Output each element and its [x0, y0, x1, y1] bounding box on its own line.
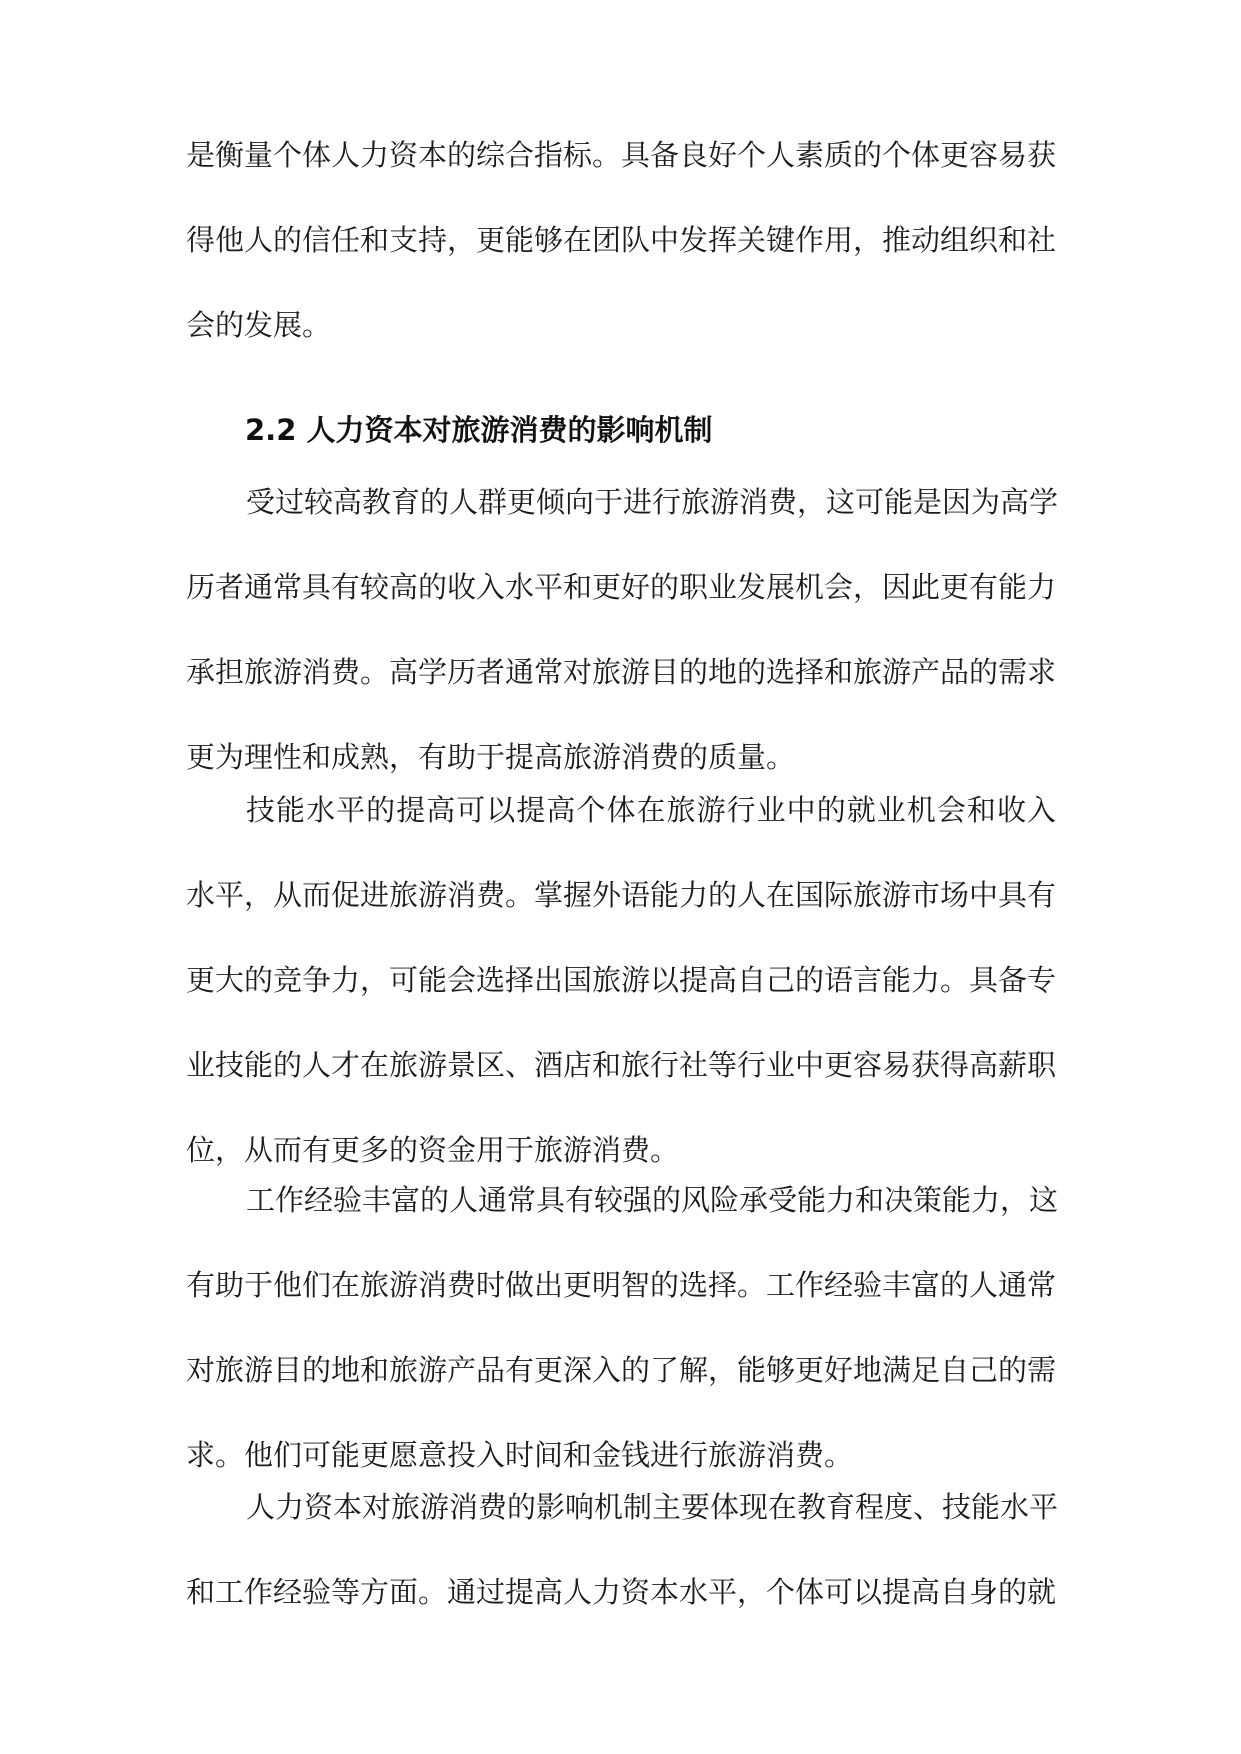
paragraph-line: 位，从而有更多的资金用于旅游消费。 [186, 1133, 680, 1167]
paragraph-line: 和工作经验等方面。通过提高人力资本水平，个体可以提高自身的就 [186, 1575, 1057, 1609]
paragraph-line: 水平，从而促进旅游消费。掌握外语能力的人在国际旅游市场中具有 [186, 878, 1057, 912]
paragraph-line: 历者通常具有较高的收入水平和更好的职业发展机会，因此更有能力 [186, 570, 1057, 604]
paragraph-line: 会的发展。 [186, 308, 332, 342]
paragraph-line: 业技能的人才在旅游景区、酒店和旅行社等行业中更容易获得高薪职 [186, 1048, 1057, 1082]
paragraph-line: 有助于他们在旅游消费时做出更明智的选择。工作经验丰富的人通常 [186, 1268, 1057, 1302]
paragraph-line: 承担旅游消费。高学历者通常对旅游目的地的选择和旅游产品的需求 [186, 655, 1057, 689]
paragraph-line: 技能水平的提高可以提高个体在旅游行业中的就业机会和收入 [246, 793, 1056, 827]
paragraph-line: 更大的竞争力，可能会选择出国旅游以提高自己的语言能力。具备专 [186, 963, 1057, 997]
paragraph-line: 工作经验丰富的人通常具有较强的风险承受能力和决策能力，这 [246, 1183, 1059, 1217]
paragraph-line: 对旅游目的地和旅游产品有更深入的了解，能够更好地满足自己的需 [186, 1353, 1057, 1387]
section-heading: 2.2 人力资本对旅游消费的影响机制 [245, 413, 713, 447]
paragraph-line: 更为理性和成熟，有助于提高旅游消费的质量。 [186, 740, 796, 774]
paragraph-line: 人力资本对旅游消费的影响机制主要体现在教育程度、技能水平 [246, 1490, 1059, 1524]
paragraph-line: 求。他们可能更愿意投入时间和金钱进行旅游消费。 [186, 1438, 854, 1472]
paragraph-line: 是衡量个体人力资本的综合指标。具备良好个人素质的个体更容易获 [186, 138, 1057, 172]
paragraph-line: 受过较高教育的人群更倾向于进行旅游消费，这可能是因为高学 [246, 485, 1059, 519]
paragraph-line: 得他人的信任和支持，更能够在团队中发挥关键作用，推动组织和社 [186, 223, 1057, 257]
